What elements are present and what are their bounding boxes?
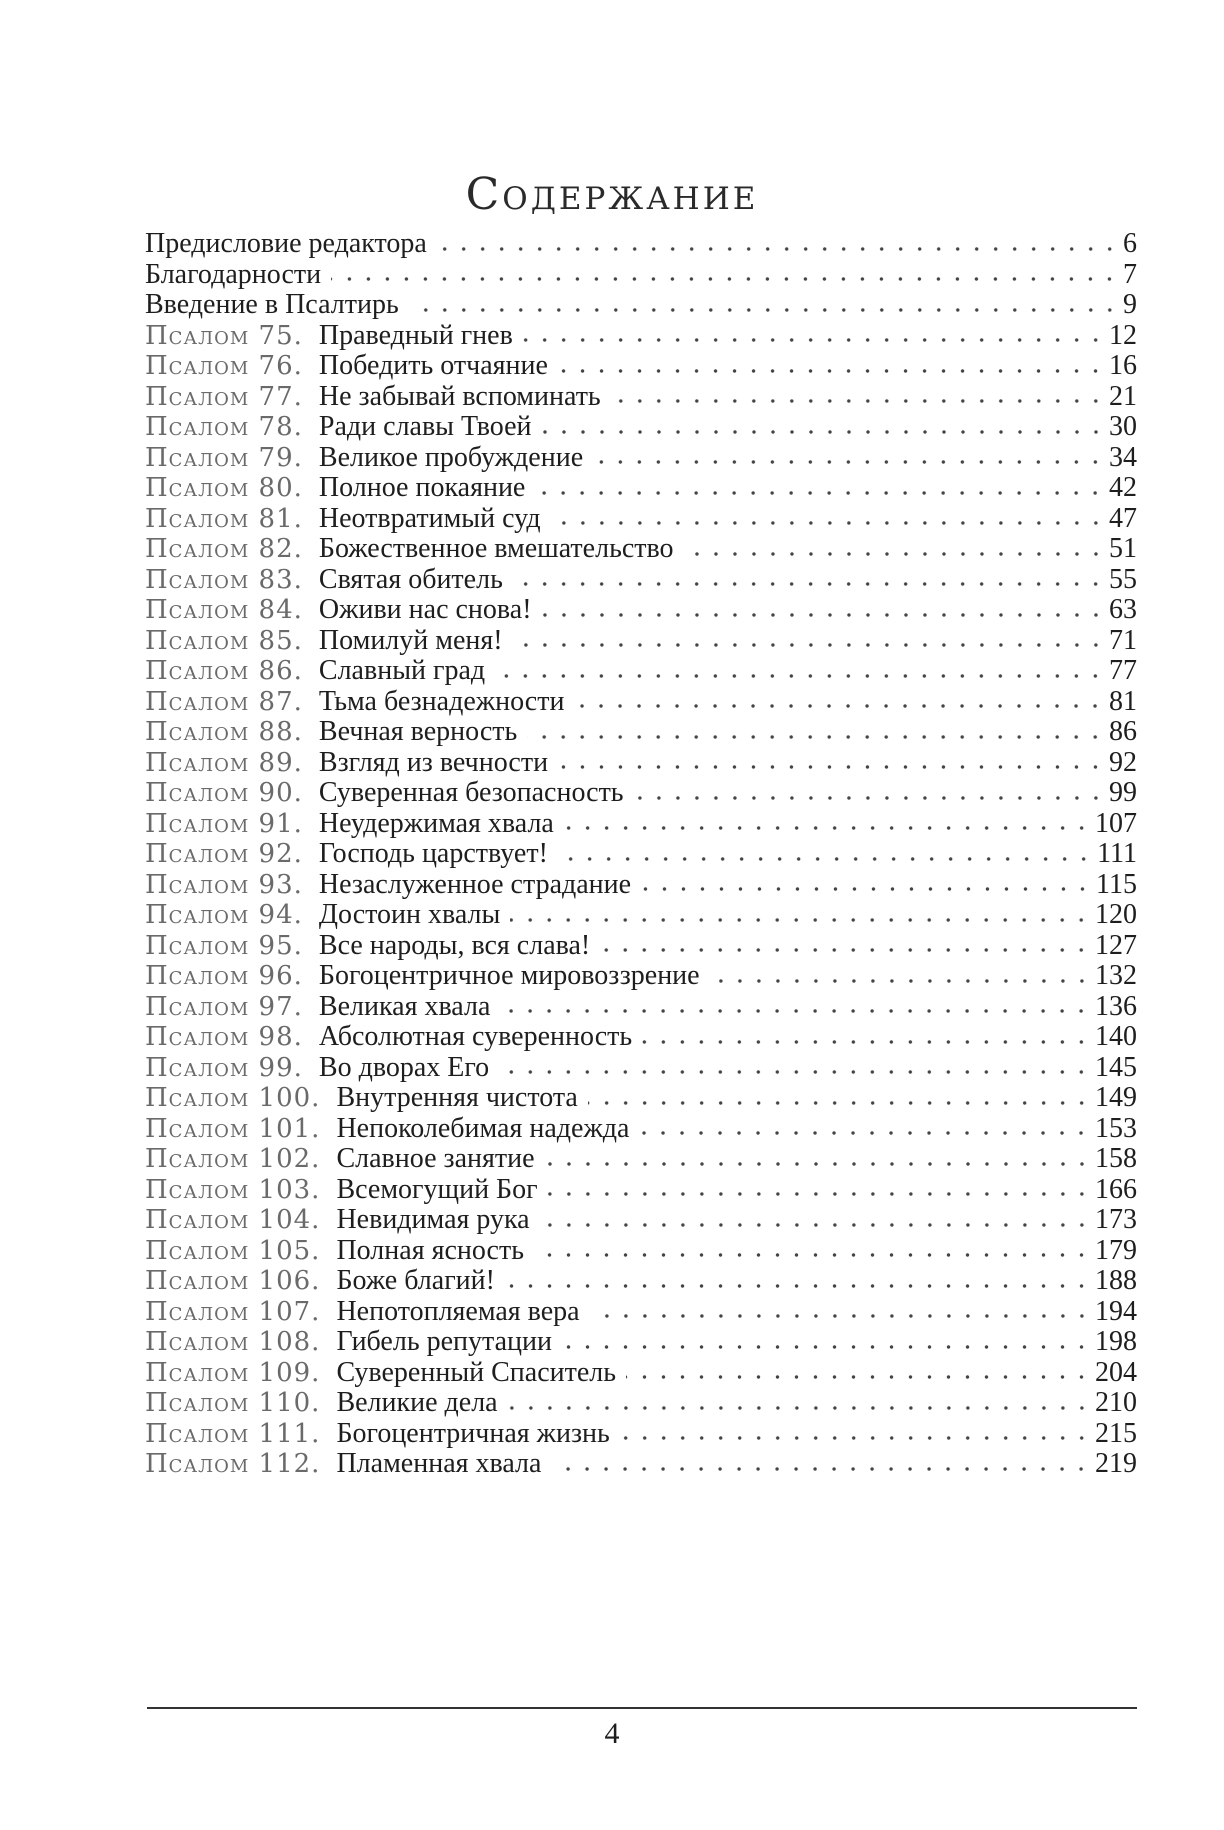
entry-title: Непотопляемая вера [336, 1295, 580, 1327]
entry-page-number: 166 [1095, 1173, 1137, 1205]
dot-leader [626, 1373, 1091, 1382]
dot-leader [710, 976, 1091, 985]
entry-page-number: 6 [1123, 228, 1137, 259]
entry-page-number: 92 [1109, 746, 1137, 778]
psalm-number: Псалом 80. [145, 473, 303, 503]
psalm-number: Псалом 75. [145, 320, 303, 351]
dot-leader [564, 824, 1091, 833]
dot-leader [500, 1007, 1091, 1016]
dot-leader [535, 488, 1105, 497]
entry-title: Победить отчаяние [318, 350, 548, 381]
dot-leader [551, 1464, 1091, 1473]
entry-page-number: 120 [1095, 899, 1137, 930]
entry-title: Пламенная хвала [336, 1448, 542, 1479]
psalm-number: Псалом 76. [145, 351, 303, 381]
entry-title: Благодарности [145, 258, 322, 290]
entry-title: Во дворах Его [318, 1051, 490, 1083]
entry-title: Богоцентричная жизнь [336, 1417, 610, 1449]
psalm-number: Псалом 95. [145, 930, 303, 961]
entry-title: Славный град [318, 655, 486, 686]
entry-page-number: 81 [1109, 685, 1137, 717]
entry-page-number: 115 [1096, 868, 1137, 900]
entry-title: Незаслуженное страдание [318, 868, 632, 900]
entry-page-number: 132 [1095, 960, 1137, 991]
entry-page-number: 219 [1095, 1448, 1137, 1479]
entry-title: Богоцентричное мировоззрение [318, 960, 700, 991]
entry-page-number: 51 [1109, 533, 1137, 564]
psalm-number: Псалом 107. [145, 1296, 321, 1327]
dot-leader [542, 610, 1105, 619]
dot-leader [495, 671, 1105, 680]
psalm-number: Псалом 87. [145, 686, 303, 717]
dot-leader [558, 854, 1093, 863]
psalm-number: Псалом 102. [145, 1144, 321, 1174]
psalm-number: Псалом 91. [145, 808, 303, 839]
entry-page-number: 188 [1095, 1265, 1137, 1296]
psalm-number: Псалом 104. [145, 1205, 321, 1235]
entry-page-number: 153 [1095, 1112, 1137, 1144]
page-number: 4 [604, 1717, 620, 1750]
psalm-number: Псалом 97. [145, 991, 303, 1022]
psalm-number: Псалом 112. [145, 1449, 321, 1479]
entry-title: Полное покаяние [318, 472, 526, 503]
entry-page-number: 42 [1109, 472, 1137, 503]
dot-leader [505, 1281, 1091, 1290]
entry-page-number: 12 [1109, 319, 1137, 351]
dot-leader [611, 397, 1105, 406]
entry-title: Праведный гнев [318, 319, 513, 351]
entry-page-number: 34 [1109, 441, 1137, 473]
dot-leader [499, 1068, 1091, 1077]
entry-title: Неудержимая хвала [318, 807, 554, 839]
entry-title: Славное занятие [336, 1143, 535, 1174]
psalm-number: Псалом 93. [145, 869, 303, 900]
entry-title: Всемогущий Бог [336, 1173, 538, 1205]
entry-title: Великие дела [336, 1387, 498, 1418]
dot-leader [513, 580, 1105, 589]
dot-leader [534, 1251, 1091, 1260]
dot-leader [551, 519, 1105, 528]
entry-page-number: 210 [1095, 1387, 1137, 1418]
entry-page-number: 71 [1109, 624, 1137, 656]
dot-leader [523, 336, 1105, 345]
entry-page-number: 136 [1095, 990, 1137, 1022]
entry-page-number: 198 [1095, 1326, 1137, 1357]
dot-leader [409, 305, 1119, 314]
dot-leader [641, 885, 1092, 894]
dot-leader [558, 763, 1105, 772]
entry-page-number: 145 [1095, 1051, 1137, 1083]
dot-leader [542, 427, 1106, 436]
dot-leader [508, 1403, 1091, 1412]
psalm-number: Псалом 106. [145, 1266, 321, 1296]
entry-page-number: 86 [1109, 716, 1137, 747]
dot-leader [527, 732, 1105, 741]
dot-leader [634, 793, 1105, 802]
psalm-number: Псалом 108. [145, 1327, 321, 1357]
entry-title: Великое пробуждение [318, 441, 584, 473]
dot-leader [620, 1434, 1091, 1443]
psalm-number: Псалом 83. [145, 564, 303, 595]
entry-title: Ради славы Твоей [318, 411, 532, 442]
entry-title: Божественное вмешательство [318, 533, 674, 564]
dot-leader [510, 915, 1091, 924]
entry-page-number: 111 [1097, 838, 1137, 869]
psalm-number: Псалом 90. [145, 778, 303, 808]
entry-title: Невидимая рука [336, 1204, 530, 1235]
entry-title: Непоколебимая надежда [336, 1112, 630, 1144]
psalm-number: Псалом 94. [145, 900, 303, 930]
entry-page-number: 55 [1109, 563, 1137, 595]
dot-leader [600, 946, 1091, 955]
footer-divider [147, 1707, 1137, 1709]
entry-title: Гибель репутации [336, 1326, 552, 1357]
entry-title: Предисловие редактора [145, 228, 427, 259]
entry-title: Внутренняя чистота [336, 1082, 578, 1113]
entry-page-number: 173 [1095, 1204, 1137, 1235]
entry-page-number: 194 [1095, 1295, 1137, 1327]
psalm-number: Псалом 96. [145, 961, 303, 991]
entry-title: Взгляд из вечности [318, 746, 549, 778]
psalm-number: Псалом 111. [145, 1418, 321, 1449]
psalm-number: Псалом 79. [145, 442, 303, 473]
psalm-number: Псалом 99. [145, 1052, 303, 1083]
dot-leader [331, 275, 1119, 284]
dot-leader [639, 1129, 1091, 1138]
entry-title: Господь царствует! [318, 838, 548, 869]
entry-page-number: 7 [1123, 258, 1137, 290]
dot-leader [558, 366, 1105, 375]
psalm-number: Псалом 89. [145, 747, 303, 778]
psalm-number: Псалом 77. [145, 381, 303, 412]
dot-leader [513, 641, 1105, 650]
entry-page-number: 16 [1109, 350, 1137, 381]
entry-page-number: 204 [1095, 1356, 1137, 1388]
entry-title: Святая обитель [318, 563, 503, 595]
entry-title: Неотвратимый суд [318, 502, 541, 534]
entry-page-number: 215 [1095, 1417, 1137, 1449]
entry-title: Введение в Псалтирь [145, 289, 399, 320]
toc-entry [145, 1446, 1137, 1481]
psalm-number: Псалом 86. [145, 656, 303, 686]
entry-title: Помилуй меня! [318, 624, 503, 656]
entry-page-number: 21 [1109, 380, 1137, 412]
psalm-number: Псалом 98. [145, 1022, 303, 1052]
entry-page-number: 30 [1109, 411, 1137, 442]
entry-page-number: 63 [1109, 594, 1137, 625]
entry-title: Все народы, вся слава! [318, 929, 591, 961]
entry-title: Великая хвала [318, 990, 491, 1022]
psalm-number: Псалом 82. [145, 534, 303, 564]
entry-page-number: 9 [1123, 289, 1137, 320]
dot-leader [437, 244, 1119, 253]
psalm-number: Псалом 78. [145, 412, 303, 442]
dot-leader [590, 1312, 1091, 1321]
psalm-number: Псалом 105. [145, 1235, 321, 1266]
entry-page-number: 158 [1095, 1143, 1137, 1174]
entry-page-number: 140 [1095, 1021, 1137, 1052]
entry-title: Полная ясность [336, 1234, 524, 1266]
psalm-number: Псалом 101. [145, 1113, 321, 1144]
psalm-number: Псалом 110. [145, 1388, 321, 1418]
entry-title: Суверенный Спаситель [336, 1356, 617, 1388]
dot-leader [574, 702, 1105, 711]
entry-page-number: 47 [1109, 502, 1137, 534]
entry-title: Вечная верность [318, 716, 518, 747]
entry-page-number: 99 [1109, 777, 1137, 808]
dot-leader [540, 1220, 1091, 1229]
entry-page-number: 127 [1095, 929, 1137, 961]
entry-page-number: 107 [1095, 807, 1137, 839]
dot-leader [588, 1098, 1091, 1107]
dot-leader [545, 1159, 1091, 1168]
psalm-number: Псалом 109. [145, 1357, 321, 1388]
table-of-contents [145, 226, 1137, 1686]
dot-leader [562, 1342, 1091, 1351]
dot-leader [593, 458, 1105, 467]
entry-page-number: 179 [1095, 1234, 1137, 1266]
entry-title: Оживи нас снова! [318, 594, 532, 625]
entry-title: Не забывай вспоминать [318, 380, 601, 412]
entry-page-number: 149 [1095, 1082, 1137, 1113]
psalm-number: Псалом 81. [145, 503, 303, 534]
entry-title: Тьма безнадежности [318, 685, 565, 717]
psalm-number: Псалом 88. [145, 717, 303, 747]
dot-leader [684, 549, 1105, 558]
entry-title: Абсолютная суверенность [318, 1021, 633, 1052]
entry-title: Боже благий! [336, 1265, 495, 1296]
dot-leader [548, 1190, 1091, 1199]
psalm-number: Псалом 85. [145, 625, 303, 656]
psalm-number: Псалом 92. [145, 839, 303, 869]
entry-title: Достоин хвалы [318, 899, 501, 930]
entry-title: Суверенная безопасность [318, 777, 624, 808]
psalm-number: Псалом 103. [145, 1174, 321, 1205]
dot-leader [642, 1037, 1091, 1046]
psalm-number: Псалом 100. [145, 1083, 321, 1113]
psalm-number: Псалом 84. [145, 595, 303, 625]
page-title: Содержание [465, 169, 759, 221]
entry-page-number: 77 [1109, 655, 1137, 686]
